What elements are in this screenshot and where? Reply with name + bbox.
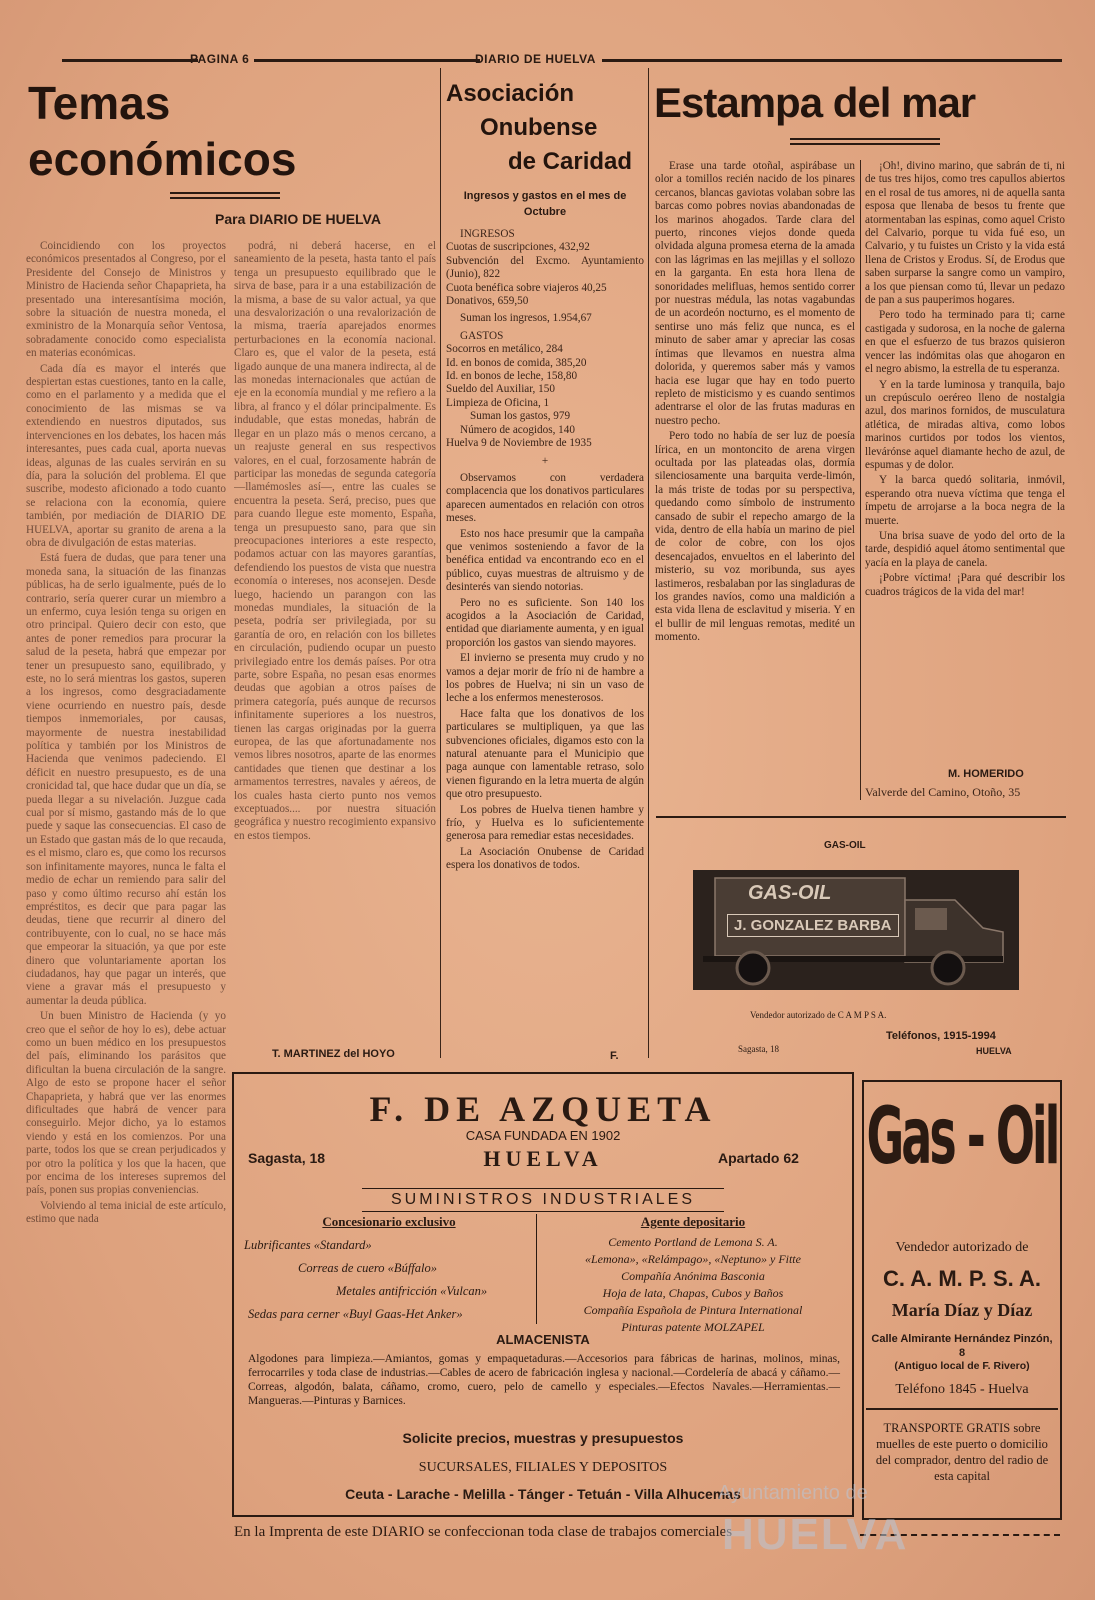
azqueta-almacenista: ALMACENISTA xyxy=(496,1332,590,1347)
azqueta-almacenista-text: Algodones para limpieza.—Amiantos, gomas y empaquetaduras.—Accesorios para fábricas de harinas, molinos, minas, ferrocarriles y toda clase de industrias.—Cables de acero de fabricación inglesa y nacional.—Cordelería de abacá y cáñamo.—Correas, algodón, balata, cáñamo, cromo, cuero, pelo de camello y especiales.—Efectos Navales.—Herramientas.— Mangueras.—Pinturas y Barnices. xyxy=(248,1353,840,1407)
gastos-item: Socorros en metálico, 284 xyxy=(446,343,563,356)
paragraph: Pero no es suficiente. Son 140 los acogidos a la Asociación de Caridad, entidad que diariamente aumenta, y en igual proporción los gastos van siendo mayores. xyxy=(446,596,644,649)
azqueta-right-list xyxy=(540,1234,846,1336)
footer-imprenta: En la Imprenta de este DIARIO se confeccionan toda clase de trabajos comerciales xyxy=(234,1524,733,1540)
paragraph: Una brisa suave de yodo del orto de la tarde, despidió aquel átomo sentimental que yacía en la playa de canela. xyxy=(865,529,1065,569)
estampa-signature: M. HOMERIDO xyxy=(948,768,1024,780)
watermark-line2: HUELVA xyxy=(722,1510,909,1559)
list-item: Compañía Anónima Basconia xyxy=(621,1269,765,1283)
column-rule xyxy=(860,160,861,800)
list-item: Compañía Española de Pintura International xyxy=(583,1303,803,1317)
gasoil-side-ad xyxy=(862,1080,1062,1520)
list-item: «Lemona», «Relámpago», «Neptuno» y Fitte xyxy=(585,1252,801,1266)
asoc-title-line3: de Caridad xyxy=(508,148,633,175)
asoc-title-line2: Onubense xyxy=(480,114,598,141)
temas-byline: Para DIARIO DE HUELVA xyxy=(215,211,381,227)
truck-address: Sagasta, 18 xyxy=(738,1044,779,1054)
temas-signature: T. MARTINEZ del HOYO xyxy=(272,1048,395,1060)
title-rule xyxy=(790,138,940,140)
ingresos-item: Subvención del Excmo. Ayuntamiento (Junio), 822 xyxy=(446,254,644,281)
ad-divider xyxy=(866,1408,1058,1410)
paper-name: DIARIO DE HUELVA xyxy=(475,52,596,66)
gastos-item: Sueldo del Auxiliar, 150 xyxy=(446,383,555,396)
asoc-body xyxy=(446,228,644,875)
paragraph: Esto nos hace presumir que la campaña que venimos sosteniendo a favor de la benéfica entidad va encontrando eco en el público, cuyas muestras de altruismo y de desinterés van siendo notorias. xyxy=(446,527,644,594)
azqueta-right-heading: Agente depositario xyxy=(640,1214,746,1229)
title-rule xyxy=(170,197,280,199)
azqueta-company: F. DE AZQUETA xyxy=(369,1089,717,1129)
paragraph: Un buen Ministro de Hacienda (y yo creo que el señor de hoy lo es), debe actuar como un buen médico en los presupuestos del país, eliminando los parásitos que dificultan la buena circulación de la sangre. Algo de esto se propone hacer el señor Chapaprieta, y habrá que ver las enormes dificultades que habrá de vencer para conseguirlo. Mejor dicho, ya lo estamos viendo y está en los comienzos. Por una parte, todos los que se crean perjudicados y por otro la política y los que la hacen, que por encima de los intereses supremos del país, ponen sus propias conveniencias. xyxy=(26,1010,226,1197)
gasoil-phone: Teléfono 1845 - Huelva xyxy=(895,1382,1029,1397)
paragraph: La Asociación Onubense de Caridad espera los donativos de todos. xyxy=(446,845,644,872)
paragraph: Está fuera de dudas, que para tener una moneda sana, la situación de las finanzas públicas, ha de serlo igualmente, pués de lo contrario, sería querer curar un miembro a un enfermo, cuya lesión tenga su origen en otro principal. Quiero decir con esto, que antes de poner remedios para procurar la salud de la peseta, habrá que empezar por tener un presupuesto sano, equilibrado, y este, no lo será mientras los gastos, superen a los ingresos, como desgraciadamente viene ocurriendo en nuestro país, desde tiempos inmemoriales, por causas, mayormente de nuestra inestabilidad política y también por los Ministros de Hacienda que venimos padeciendo. El déficit en nuestro presupuesto, es de una cronicidad tal, que hace dudar que un día, se pueda llegar a su nivelación. Juzgue cada cual por sí mismo, gastando más de lo que puede y saque las consecuencias. El caso de un Estado que gastan más de lo que recauda, es el mismo, claro es, que como los recursos son infinitamente mayores, nunca le falta el medio de echar un remiendo para salir del paso y como último recurso ahí están los empréstitos, es decir que para pagar las deudas, tiene que recurrir al dinero del contribuyente, con lo cual, no se hace más que empeorar la situación, ya que por este dinero que voluntariamente aportan los ciudadanos, hay que pagar un interés, que viene a gravar más el presupuesto y aumentar la deuda pública. xyxy=(26,552,226,1007)
column-rule xyxy=(648,68,649,1058)
estampa-column-2 xyxy=(865,160,1065,760)
paragraph: Erase una tarde otoñal, aspirábase un olor a tomillos recién nacido de los pinares cercanos, blancas gaviotas volaban sobre las barcas como pobres novias abandonadas de los marinos ahogados. Tarde clara del puerto, rincones viejos donde queda olvidada alguna promesa eterna de la amada con las lágrimas en las mejillas y el sollozo en la garganta. En esta hora llena de sonoridades melifluas, hemos sentido correr por nuestras médula, las notas vagabundas de un acordeón nocturno, es el momento de sentirse uno más feliz que nunca, es el minuto de saber amar y apreciar las cosas íntimas que llevamos en nuestra alma dolorida, y queremos saber más y vamos hacia ese lugar que hay en todo puerto repleto de misticismo y es cuando sentimos adentrarse el olor de las frutas maduras en nuestro pecho. xyxy=(655,160,855,427)
truck-ad-heading: GAS-OIL xyxy=(824,840,866,851)
azqueta-banner: SUMINISTROS INDUSTRIALES xyxy=(362,1188,724,1212)
azqueta-branches: Ceuta - Larache - Melilla - Tánger - Tetuán - Villa Alhucemas xyxy=(345,1486,741,1502)
temas-column-1 xyxy=(26,240,226,1530)
asoc-subtitle: Ingresos y gastos en el mes de Octubre xyxy=(463,190,627,218)
paragraph: Pero todo ha terminado para ti; carne castigada y sudorosa, en la noche de galerna en que el esfuerzo de tus brazos quisieron vencer las indómitas olas que ahogaron en el negro abismo, la estrella de tu esperanza. xyxy=(865,309,1065,376)
gastos-item: Id. en bonos de leche, 158,80 xyxy=(446,370,578,383)
paragraph: El invierno se presenta muy crudo y no vamos a dejar morir de frío ni de hambre a los pobres de Huelva; ni sin un vaso de leche a los enfermos menesterosos. xyxy=(446,652,644,705)
azqueta-address-left: Sagasta, 18 xyxy=(248,1150,326,1166)
page-number: PAGINA 6 xyxy=(190,52,250,66)
truck-city: HUELVA xyxy=(976,1046,1012,1056)
gasoil-title: Gas - Oil xyxy=(866,1090,1058,1182)
ingresos-item: Donativos, 659,50 xyxy=(446,295,529,308)
watermark-line1: Ayuntamiento de xyxy=(718,1482,868,1504)
page-header xyxy=(30,50,1065,70)
asoc-title-line1: Asociación xyxy=(446,80,575,107)
azqueta-founded: CASA FUNDADA EN 1902 xyxy=(465,1128,621,1143)
list-item: Hoja de lata, Chapas, Cubos y Baños xyxy=(602,1286,784,1300)
azqueta-address-right: Apartado 62 xyxy=(718,1150,799,1166)
ingresos-item: Cuotas de suscripciones, 432,92 xyxy=(446,241,590,254)
ingresos-heading: INGRESOS xyxy=(460,228,515,240)
acogidos: Número de acogidos, 140 xyxy=(460,423,575,436)
gasoil-campsa: C. A. M. P. S. A. xyxy=(882,1266,1042,1291)
paragraph: Hace falta que los donativos de los particulares se multipliquen, ya que las subvenciones oficiales, digamos esto con la natural atenuante para el Municipio que paga aunque con lamentable retraso, solo vienen figurando en la letra muerta de algún que otro presupuesto. xyxy=(446,707,644,801)
paragraph: podrá, ni deberá hacerse, en el saneamiento de la peseta, hasta tanto el país tenga un presupuesto equilibrado que le sirva de base, para ir a una estabilización de la misma, a base de su valor actual, ya que una desvalorización o una revalorización de la misma, traería aparejados enormes perturbaciones en la economía nacional. Claro es, que el valor de la peseta, está ligado aunque de una manera indirecta, al de las monedas internacionales que actúan de eje en la economía mundial y me refiero a la libra, al franco y el dólar principalmente. Es indudable, que estas monedas, habrán de llegar en un plazo más o menos cercano, a un reajuste general en sus respectivos valores, en el cual, forzosamente habrán de participar las monedas de segunda categoría —llamémosles así—, entre las cuales se encuentra la peseta. Será, preciso, pues que para cuando llegue este momento, España, tenga un presupuesto sano, para que sin preocupaciones interiores a este respecto, podamos actuar con las mayores garantías, defendiendo los puestos de vista que nuestra economía o intereses, nos aconsejen. Desde luego, haciendo un parangon con las monedas mundiales, la situación de la peseta, podría ser privilegiada, por su garantía de oro, en relación con los billetes en circulación, pudiendo ocupar un puesto privilegiado entre los demás países. Por otra parte, sobre España, no pesan esas enormes deudas que agobian a otros países de primera categoría, pués aunque de recursos infinitamente superiores a los nuestros, tienen las cargas originadas por la guerra europea, de las que afortunadamente nos vemos libres nosotros, aparte de las enormes cantidades que tienen que destinar a los armamentos terrestres, navales y aéreos, de los cuales hasta cierto punto nos vemos exceptuados.... por nuestra situación geográfica y nuestro recogimiento expansivo en estos tiempos. xyxy=(234,240,436,842)
asoc-signature: F. xyxy=(610,1050,619,1062)
list-item: Cemento Portland de Lemona S. A. xyxy=(608,1235,778,1249)
list-item: Metales antifricción «Vulcan» xyxy=(336,1284,488,1298)
temas-column-2 xyxy=(234,240,436,1040)
paragraph: Y la barca quedó solitaria, inmóvil, esperando otra nueva víctima que tenga el ímpetu de arrojarse a la boca negra de la muerte. xyxy=(865,474,1065,527)
gasoil-name: María Díaz y Díaz xyxy=(891,1300,1033,1320)
list-item: Lubrificantes «Standard» xyxy=(244,1238,372,1252)
list-item: Sedas para cerner «Buyl Gaas-Het Anker» xyxy=(248,1307,463,1321)
title-rule xyxy=(790,143,940,145)
date-line: Huelva 9 de Noviembre de 1935 xyxy=(446,437,592,450)
paragraph: Y en la tarde luminosa y tranquila, bajo un crepúsculo oeréreo lleno de nostalgia azul, dos marinos fornidos, de musculatura atlética, de miradas altiva, como lobos marinos curtidos por todos los vientos, llevárónse aquel diamante hecho de azul, de espumas y de dolor. xyxy=(865,378,1065,471)
paragraph: Observamos con verdadera complacencia que los donativos particulares aparecen aumentados en relación con otros meses. xyxy=(446,471,644,525)
gasoil-street: Calle Almirante Hernández Pinzón, 8 xyxy=(871,1333,1053,1359)
estampa-title: Estampa del mar xyxy=(654,79,976,126)
gasoil-transport: TRANSPORTE GRATIS sobre muelles de este puerto o domicilio del comprador, dentro del radio de esta capital xyxy=(875,1421,1049,1483)
azqueta-left-list xyxy=(244,1234,534,1326)
separator: + xyxy=(541,454,549,467)
ingresos-total: Suman los ingresos, 1.954,67 xyxy=(460,312,592,325)
column-rule xyxy=(440,68,441,1058)
azqueta-city: HUELVA xyxy=(483,1146,603,1171)
truck-phones: Teléfonos, 1915-1994 xyxy=(886,1030,996,1042)
paragraph: Coincidiendo con los proyectos económicos presentados al Congreso, por el Presidente del Consejo de Ministros y Ministro de Hacienda señor Chapaprieta, ha presentado una interesantísima moción, sobre la situación de nuestra moneda, el exministro de la Monarquía señor Ventosa, sobradamente conocido como especialista en materias económicas. xyxy=(26,240,226,360)
ad-divider xyxy=(536,1214,537,1324)
gastos-item: Id. en bonos de comida, 385,20 xyxy=(446,356,587,369)
section-rule xyxy=(656,816,1066,818)
temas-title-line2: económicos xyxy=(28,133,297,185)
paragraph: Cada día es mayor el interés que despiertan estas cuestiones, tanto en la calle, como en el parlamento y a medida que el conocimiento de las mismas se va extendiendo en nuestros diputados, sus intervenciones en los debates, los hacen más interesantes, pues cada cual, aporta nuevas ideas, algunas de las cuales servirán en su día, para la solución del problema. El que suscribe, modesto aficionado a todo cuanto se relaciona con la economía, quiere también, por mediación de DIARIO DE HUELVA, aportar su granito de arena a la obra de divulgación de estas materias. xyxy=(26,362,226,549)
list-item: Correas de cuero «Búffalo» xyxy=(298,1261,437,1275)
temas-title-line1: Temas xyxy=(28,77,171,129)
ingresos-item: Cuota benéfica sobre viajeros 40,25 xyxy=(446,281,607,294)
paragraph: Volviendo al tema inicial de este artículo, estimo que nada xyxy=(26,1199,226,1226)
azqueta-left-heading: Concesionario exclusivo xyxy=(322,1214,456,1229)
paragraph: Los pobres de Huelva tienen hambre y frío, y Huelva es lo suficientemente generosa para remediar estas necesidades. xyxy=(446,803,644,843)
list-item: Pinturas patente MOLZAPEL xyxy=(621,1320,765,1334)
gasoil-vendor: Vendedor autorizado de xyxy=(895,1240,1029,1255)
azqueta-branches-heading: SUCURSALES, FILIALES Y DEPOSITOS xyxy=(418,1460,668,1475)
gasoil-old-location: (Antiguo local de F. Rivero) xyxy=(894,1360,1030,1372)
title-rule xyxy=(170,192,280,194)
estampa-place: Valverde del Camino, Otoño, 35 xyxy=(865,785,1021,799)
gastos-heading: GASTOS xyxy=(460,329,504,342)
azqueta-ad xyxy=(232,1072,854,1517)
truck-line2: J. GONZALEZ BARBA xyxy=(727,914,899,937)
truck-photo xyxy=(693,870,1019,990)
gastos-total: Suman los gastos, 979 xyxy=(470,410,571,423)
truck-line1: GAS-OIL xyxy=(748,882,832,904)
estampa-column-1 xyxy=(655,160,855,800)
paragraph: ¡Pobre víctima! ¡Para qué describir los cuadros trágicos de la vida del mar! xyxy=(865,572,1065,598)
gastos-item: Limpieza de Oficina, 1 xyxy=(446,396,550,409)
azqueta-cta: Solicite precios, muestras y presupuestos xyxy=(402,1430,684,1446)
paragraph: ¡Oh!, divino marino, que sabrán de ti, ni de tus tres hijos, como tres capullos abiertos en el rosal de tus amores, ni de aquella santa esposa que llenaba de besos tu frente que atormentaban las espinas, como aquel Cristo del Calvario, porque tu vida fué eso, un Calvario, y tu fuistes un Cristo y la vida está llena de Cristos y Erodus. Sí, de Erodus que saben surparse la sangre como un vampiro, a los que piensan como tú, llevar un pedazo de pan a sus pauperimos hogares. xyxy=(865,160,1065,307)
paragraph: Pero todo no había de ser luz de poesía lírica, en un montoncito de arena virgen ocultada por las plateadas olas, dormía silenciosamente una barquita verde-limón, la más triste de todas por su perspectiva, quedando como símbolo de instrumento cansado de subir el repecho amargo de la vida, dentro de ella había un marino de piel de color de cobre, con los ojos desencajados, envueltos en el laberinto del misterio, su voz moribunda, sus ayes lastimeros, resbalaban por las singladuras de los grandes navíos, como una maldición a esta vida llena de esclavitud y miseria. Y en el bullir de mil lenguas remotas, medité un momento. xyxy=(655,430,855,644)
truck-vendor-line: Vendedor autorizado de C A M P S A. xyxy=(750,1010,887,1020)
